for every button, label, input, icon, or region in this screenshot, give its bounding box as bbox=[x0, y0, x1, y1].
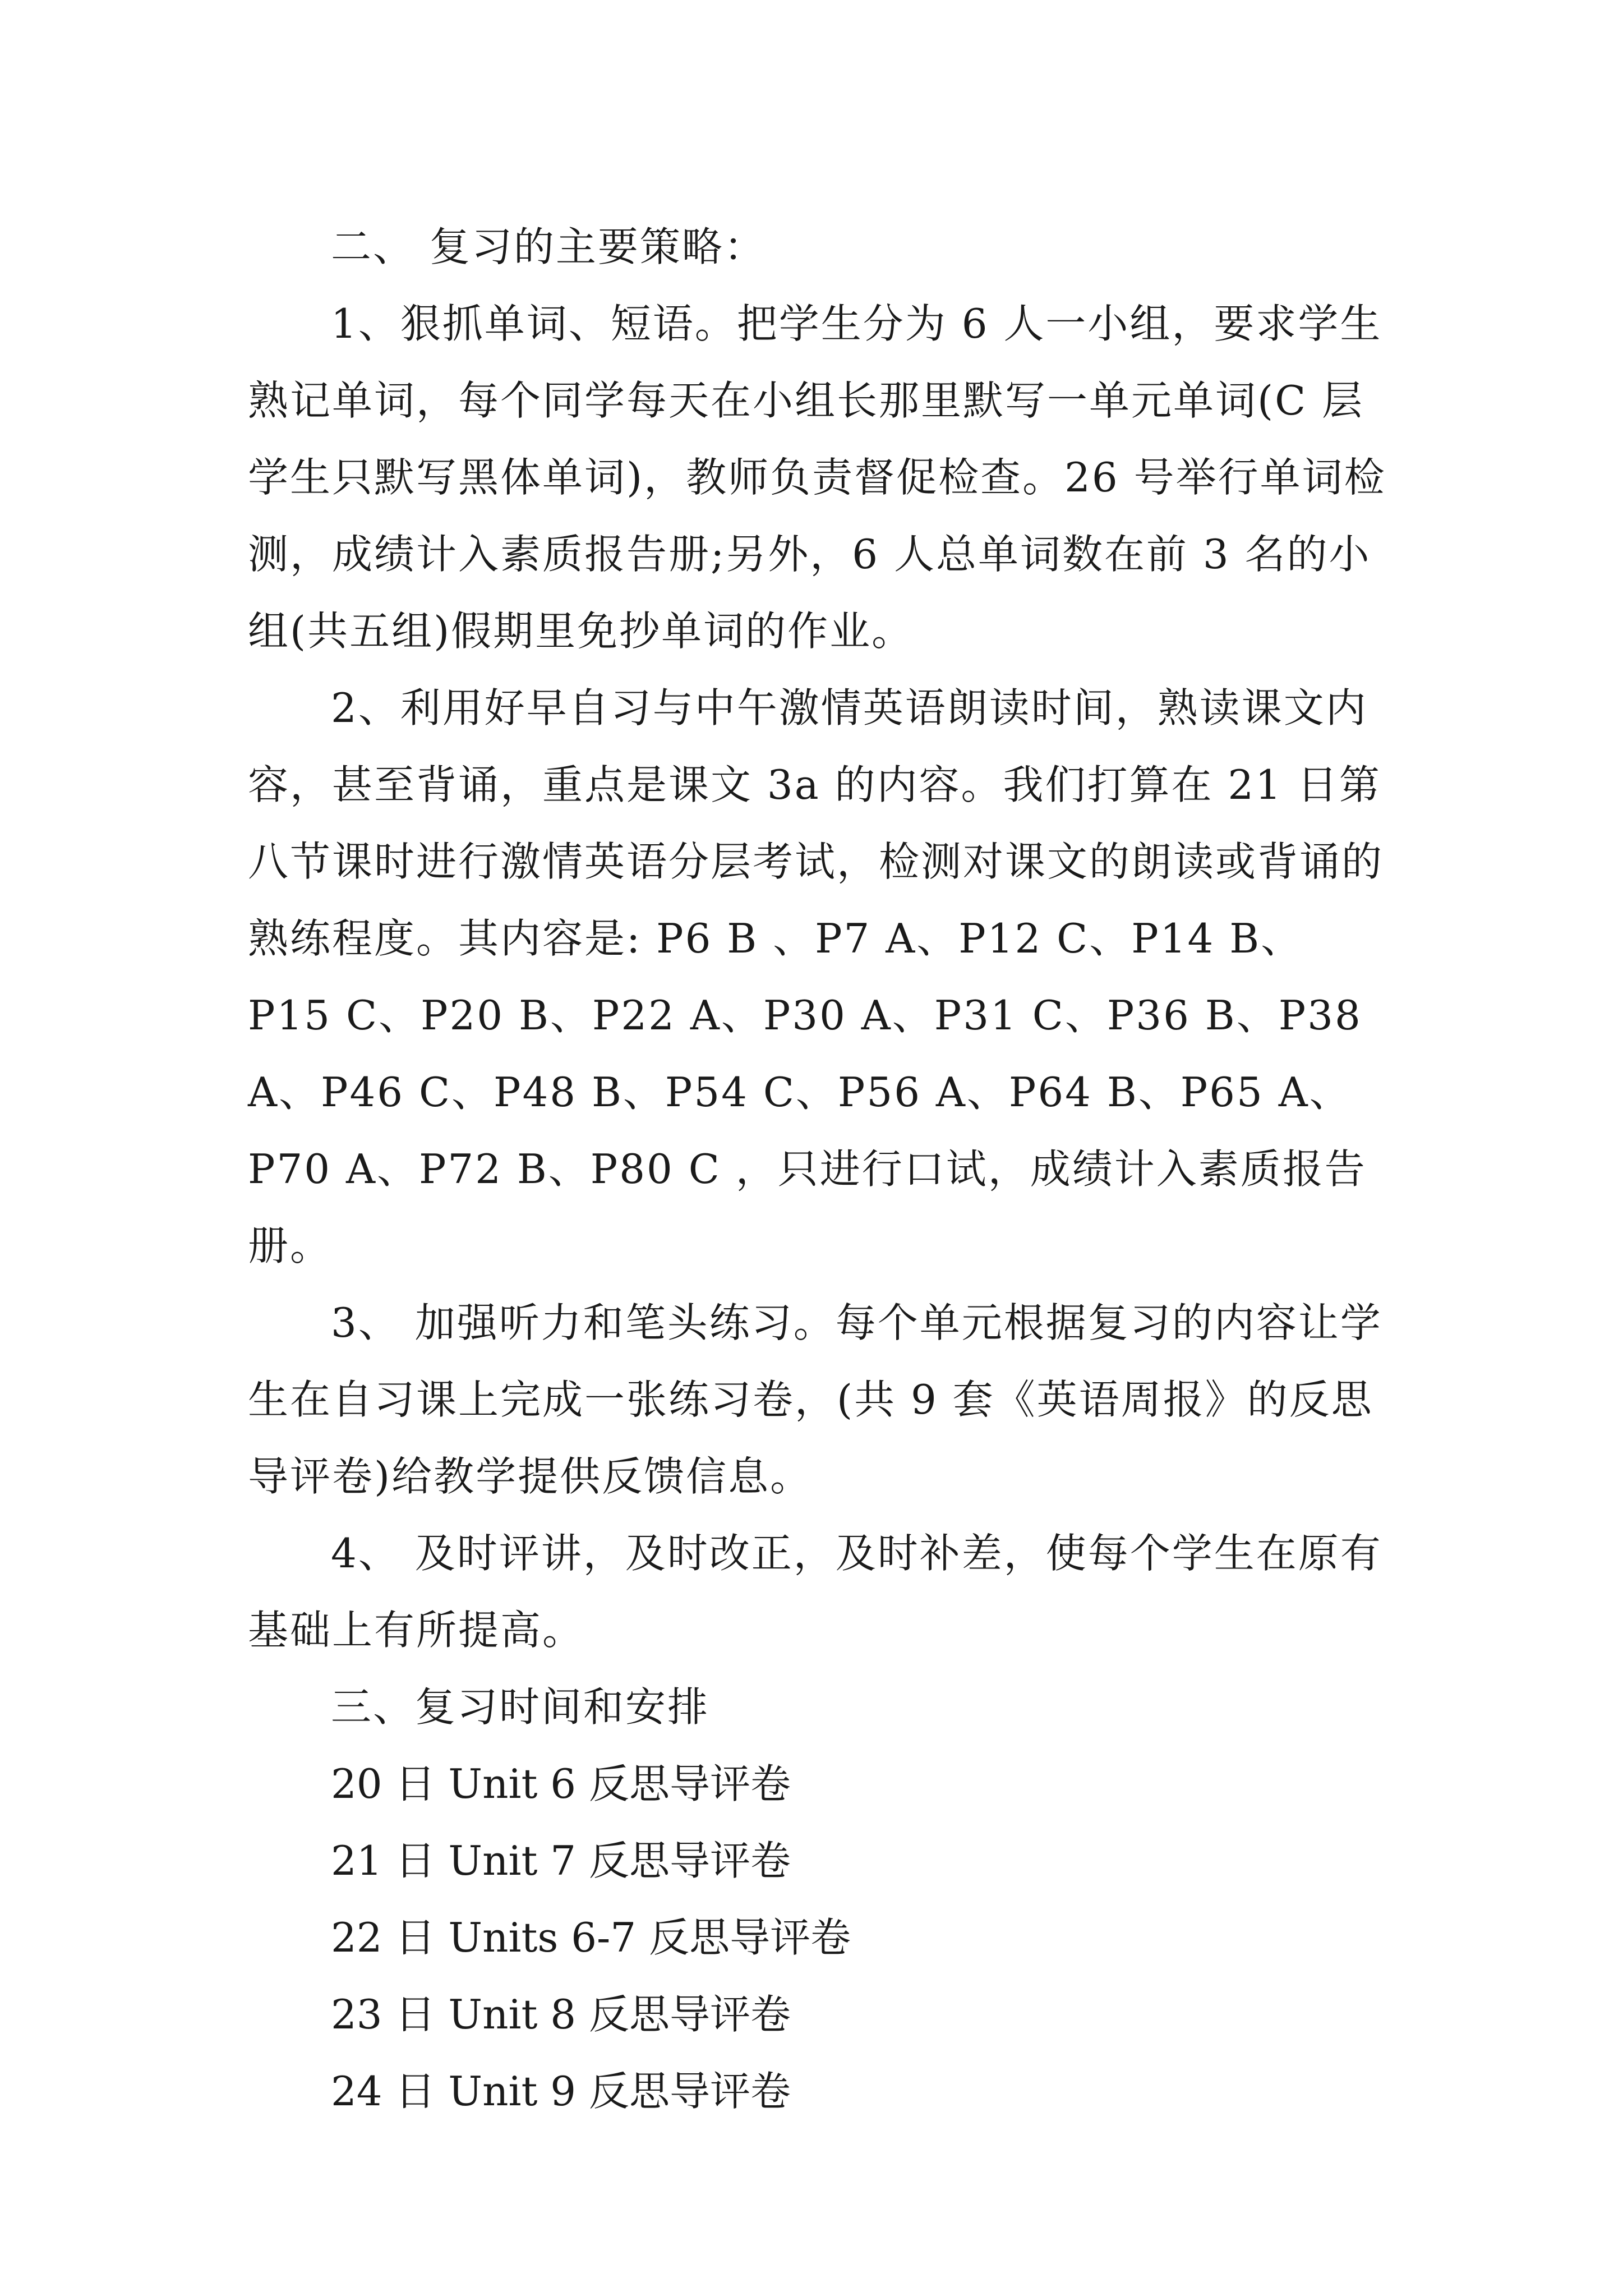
strategy-item-2: 2、利用好早自习与中午激情英语朗读时间，熟读课文内容，甚至背诵，重点是课文 3a 的内容。我们打算在 21 日第八节课时进行激情英语分层考试，检测对课文的朗读或背诵的熟练程度。其内容是: P6 B 、P7 A、P12 C、P14 B、P15 C、P20 B、P22 A、P30 A、P31 C、P36 B、P38 A、P46 C、P48 B、P54 C、P56 A、P64 B、P65 A、P70 A、P72 B、P80 C ，只进行口试，成绩计入素质报告册。 bbox=[248, 684, 1384, 1269]
strategy-item-3: 3、 加强听力和笔头练习。每个单元根据复习的内容让学生在自习课上完成一张练习卷，(共 9 套《英语周报》的反思导评卷)给教学提供反馈信息。 bbox=[248, 1299, 1382, 1500]
section-heading-strategies: 二、 复习的主要策略： bbox=[331, 223, 766, 270]
section-heading-schedule: 三、复习时间和安排 bbox=[331, 1683, 710, 1731]
strategy-item-4: 4、 及时评讲，及时改正，及时补差，使每个学生在原有基础上有所提高。 bbox=[248, 1530, 1382, 1654]
schedule-item-20: 20 日 Unit 6 反思导评卷 bbox=[331, 1760, 791, 1807]
document-body bbox=[248, 209, 1386, 2130]
schedule-item-21: 21 日 Unit 7 反思导评卷 bbox=[331, 1837, 791, 1884]
schedule-item-23: 23 日 Unit 8 反思导评卷 bbox=[331, 1991, 791, 2038]
strategy-item-1: 1、狠抓单词、短语。把学生分为 6 人一小组，要求学生熟记单词，每个同学每天在小组长那里默写一单元单词(C 层学生只默写黑体单词)，教师负责督促检查。26 号举行单词检测，成绩计入素质报告册;另外，6 人总单词数在前 3 名的小组(共五组)假期里免抄单词的作业。 bbox=[248, 300, 1386, 655]
schedule-item-24: 24 日 Unit 9 反思导评卷 bbox=[331, 2068, 791, 2115]
schedule-item-22: 22 日 Units 6-7 反思导评卷 bbox=[331, 1914, 851, 1961]
